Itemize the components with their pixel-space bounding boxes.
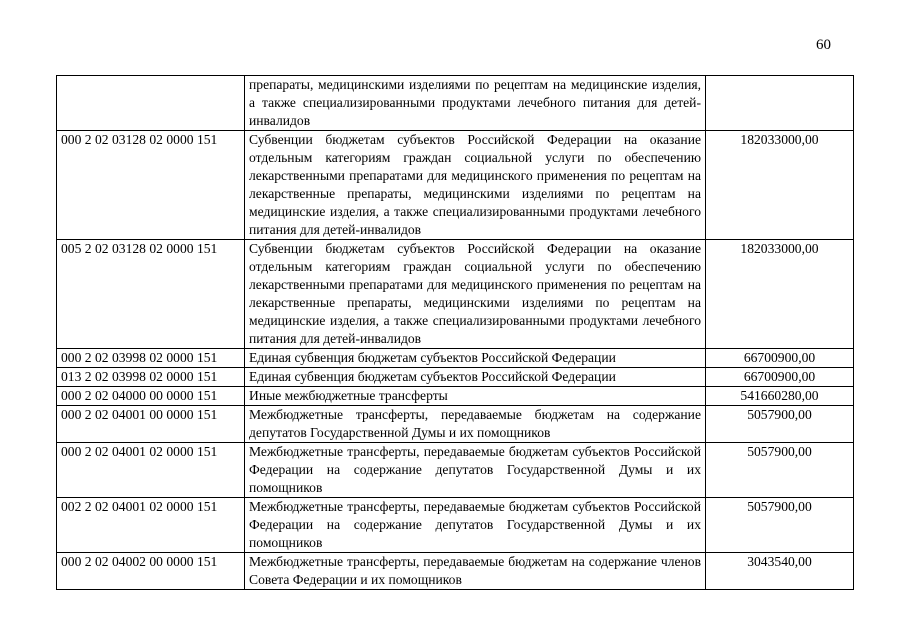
table-row [57, 349, 854, 368]
table-row [57, 553, 854, 590]
revenue-name-cell: препараты, медицинскими изделиями по рецептам на медицинские изделия, а также специализированными продуктами лечебного питания для детей-инвалидов [245, 76, 706, 131]
amount-cell: 182033000,00 [706, 240, 854, 349]
revenue-name-cell: Иные межбюджетные трансферты [245, 387, 706, 406]
revenue-name-cell: Единая субвенция бюджетам субъектов Российской Федерации [245, 349, 706, 368]
amount-cell: 182033000,00 [706, 131, 854, 240]
amount-cell [706, 76, 854, 131]
revenue-name-cell: Субвенции бюджетам субъектов Российской Федерации на оказание отдельным категориям граждан социальной услуги по обеспечению лекарственными препаратами для медицинского применения по рецептам на лекарственные препараты, медицинскими изделиями по рецептам на медицинские изделия, а также специализированными продуктами лечебного питания для детей-инвалидов [245, 240, 706, 349]
revenue-name-cell: Межбюджетные трансферты, передаваемые бюджетам субъектов Российской Федерации на содержание депутатов Государственной Думы и их помощников [245, 443, 706, 498]
revenue-name-cell: Единая субвенция бюджетам субъектов Российской Федерации [245, 368, 706, 387]
budget-code-cell: 005 2 02 03128 02 0000 151 [57, 240, 245, 349]
amount-cell: 66700900,00 [706, 368, 854, 387]
amount-cell: 541660280,00 [706, 387, 854, 406]
budget-code-cell: 013 2 02 03998 02 0000 151 [57, 368, 245, 387]
revenue-name-cell: Субвенции бюджетам субъектов Российской Федерации на оказание отдельным категориям граждан социальной услуги по обеспечению лекарственными препаратами для медицинского применения по рецептам на лекарственные препараты, медицинскими изделиями по рецептам на медицинские изделия, а также специализированными продуктами лечебного питания для детей-инвалидов [245, 131, 706, 240]
amount-cell: 5057900,00 [706, 406, 854, 443]
table-row [57, 443, 854, 498]
amount-cell: 3043540,00 [706, 553, 854, 590]
budget-code-cell: 002 2 02 04001 02 0000 151 [57, 498, 245, 553]
budget-revenue-table [56, 75, 854, 590]
table-row [57, 76, 854, 131]
table-row [57, 240, 854, 349]
amount-cell: 5057900,00 [706, 443, 854, 498]
table-row [57, 131, 854, 240]
table-row [57, 498, 854, 553]
amount-cell: 66700900,00 [706, 349, 854, 368]
budget-code-cell: 000 2 02 04001 00 0000 151 [57, 406, 245, 443]
budget-code-cell: 000 2 02 04000 00 0000 151 [57, 387, 245, 406]
budget-code-cell: 000 2 02 03128 02 0000 151 [57, 131, 245, 240]
budget-code-cell [57, 76, 245, 131]
table-row [57, 406, 854, 443]
page-number: 60 [816, 37, 831, 53]
budget-code-cell: 000 2 02 04002 00 0000 151 [57, 553, 245, 590]
table-row [57, 368, 854, 387]
table-row [57, 387, 854, 406]
amount-cell: 5057900,00 [706, 498, 854, 553]
budget-code-cell: 000 2 02 03998 02 0000 151 [57, 349, 245, 368]
budget-code-cell: 000 2 02 04001 02 0000 151 [57, 443, 245, 498]
revenue-name-cell: Межбюджетные трансферты, передаваемые бюджетам на содержание членов Совета Федерации и их помощников [245, 553, 706, 590]
revenue-name-cell: Межбюджетные трансферты, передаваемые бюджетам субъектов Российской Федерации на содержание депутатов Государственной Думы и их помощников [245, 498, 706, 553]
revenue-name-cell: Межбюджетные трансферты, передаваемые бюджетам на содержание депутатов Государственной Думы и их помощников [245, 406, 706, 443]
